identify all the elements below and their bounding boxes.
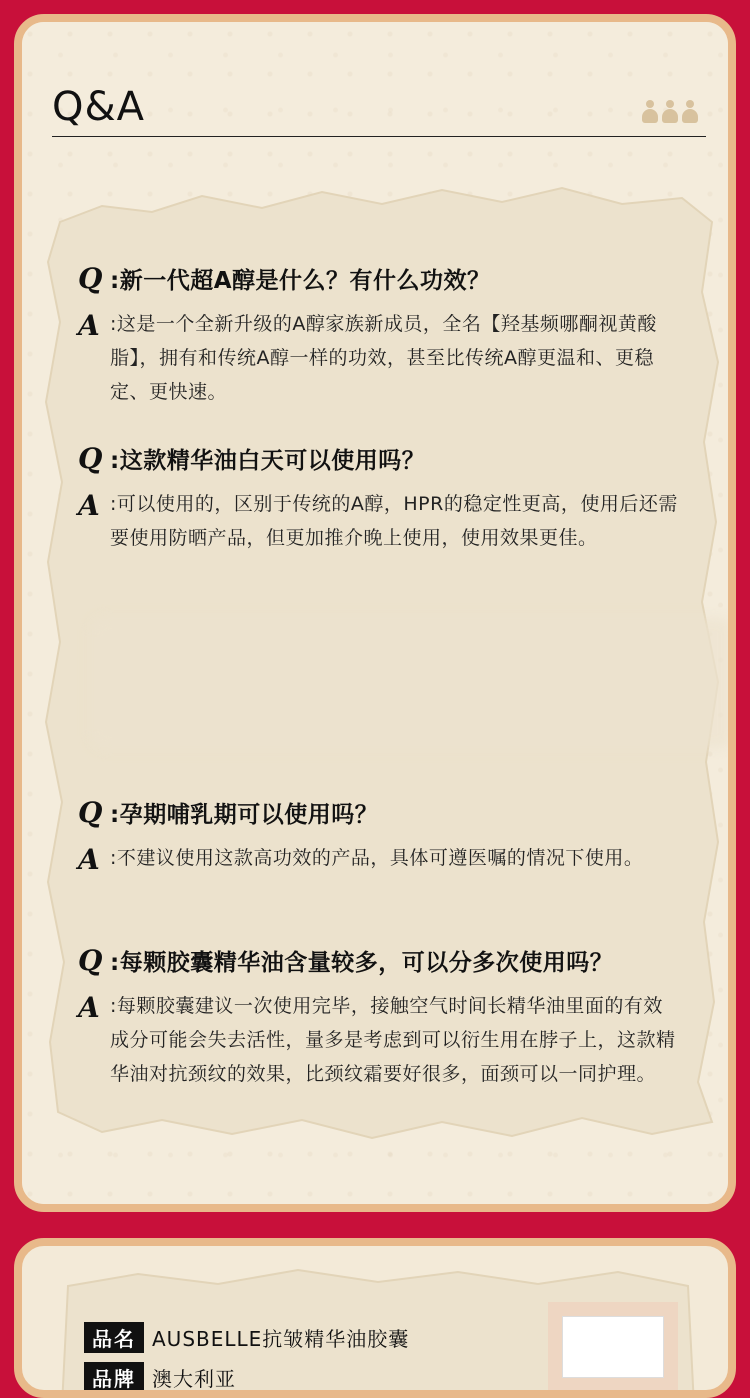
answer-text: :不建议使用这款高功效的产品，具体可遵医嘱的情况下使用。 bbox=[110, 847, 644, 869]
a-label: A bbox=[78, 991, 100, 1024]
person-icon bbox=[642, 100, 658, 124]
header-divider bbox=[52, 136, 706, 137]
question-text: :新一代超A醇是什么？有什么功效？ bbox=[110, 268, 491, 294]
q-label: Q bbox=[78, 944, 103, 977]
person-icon bbox=[682, 100, 698, 124]
a-label: A bbox=[78, 843, 100, 876]
answer-text: :可以使用的，区别于传统的A醇，HPR的稳定性更高，使用后还需要使用防晒产品，但更加推介晚上使用，使用效果更佳。 bbox=[110, 493, 678, 549]
product-name-value: AUSBELLE抗皱精华油胶囊 bbox=[152, 1327, 410, 1351]
a-label: A bbox=[78, 489, 100, 522]
answer-text: :每颗胶囊建议一次使用完毕，接触空气时间长精华油里面的有效成分可能会失去活性，量多是考虑到可以衍生用在脖子上，这款精华油对抗颈纹的效果，比颈纹霜要好很多，面颈可以一同护理。 bbox=[110, 995, 676, 1085]
qa-item bbox=[78, 796, 698, 876]
brand-value: 澳大利亚 bbox=[152, 1367, 236, 1391]
blurred-area bbox=[92, 618, 732, 748]
qa-item bbox=[78, 944, 698, 1091]
person-icon bbox=[662, 100, 678, 124]
q-label: Q bbox=[78, 262, 103, 295]
q-label: Q bbox=[78, 796, 103, 829]
product-name-label: 品名 bbox=[84, 1322, 144, 1353]
q-label: Q bbox=[78, 442, 103, 475]
brand-label: 品牌 bbox=[84, 1362, 144, 1393]
qa-item bbox=[78, 442, 698, 555]
brand-row bbox=[84, 1362, 236, 1393]
page-title: Q&A bbox=[52, 84, 146, 130]
people-icon-group bbox=[642, 100, 698, 124]
a-label: A bbox=[78, 309, 100, 342]
answer-text: :这是一个全新升级的A醇家族新成员，全名【羟基频哪酮视黄酸脂】，拥有和传统A醇一样的功效，甚至比传统A醇更温和、更稳定、更快速。 bbox=[110, 313, 657, 403]
product-name-row bbox=[84, 1322, 409, 1353]
question-text: :这款精华油白天可以使用吗？ bbox=[110, 448, 426, 474]
qa-item bbox=[78, 262, 698, 409]
question-text: :每颗胶囊精华油含量较多，可以分多次使用吗？ bbox=[110, 950, 614, 976]
product-image bbox=[562, 1316, 664, 1378]
qa-card bbox=[14, 14, 736, 1212]
question-text: :孕期哺乳期可以使用吗？ bbox=[110, 802, 379, 828]
product-info-card bbox=[14, 1238, 736, 1398]
